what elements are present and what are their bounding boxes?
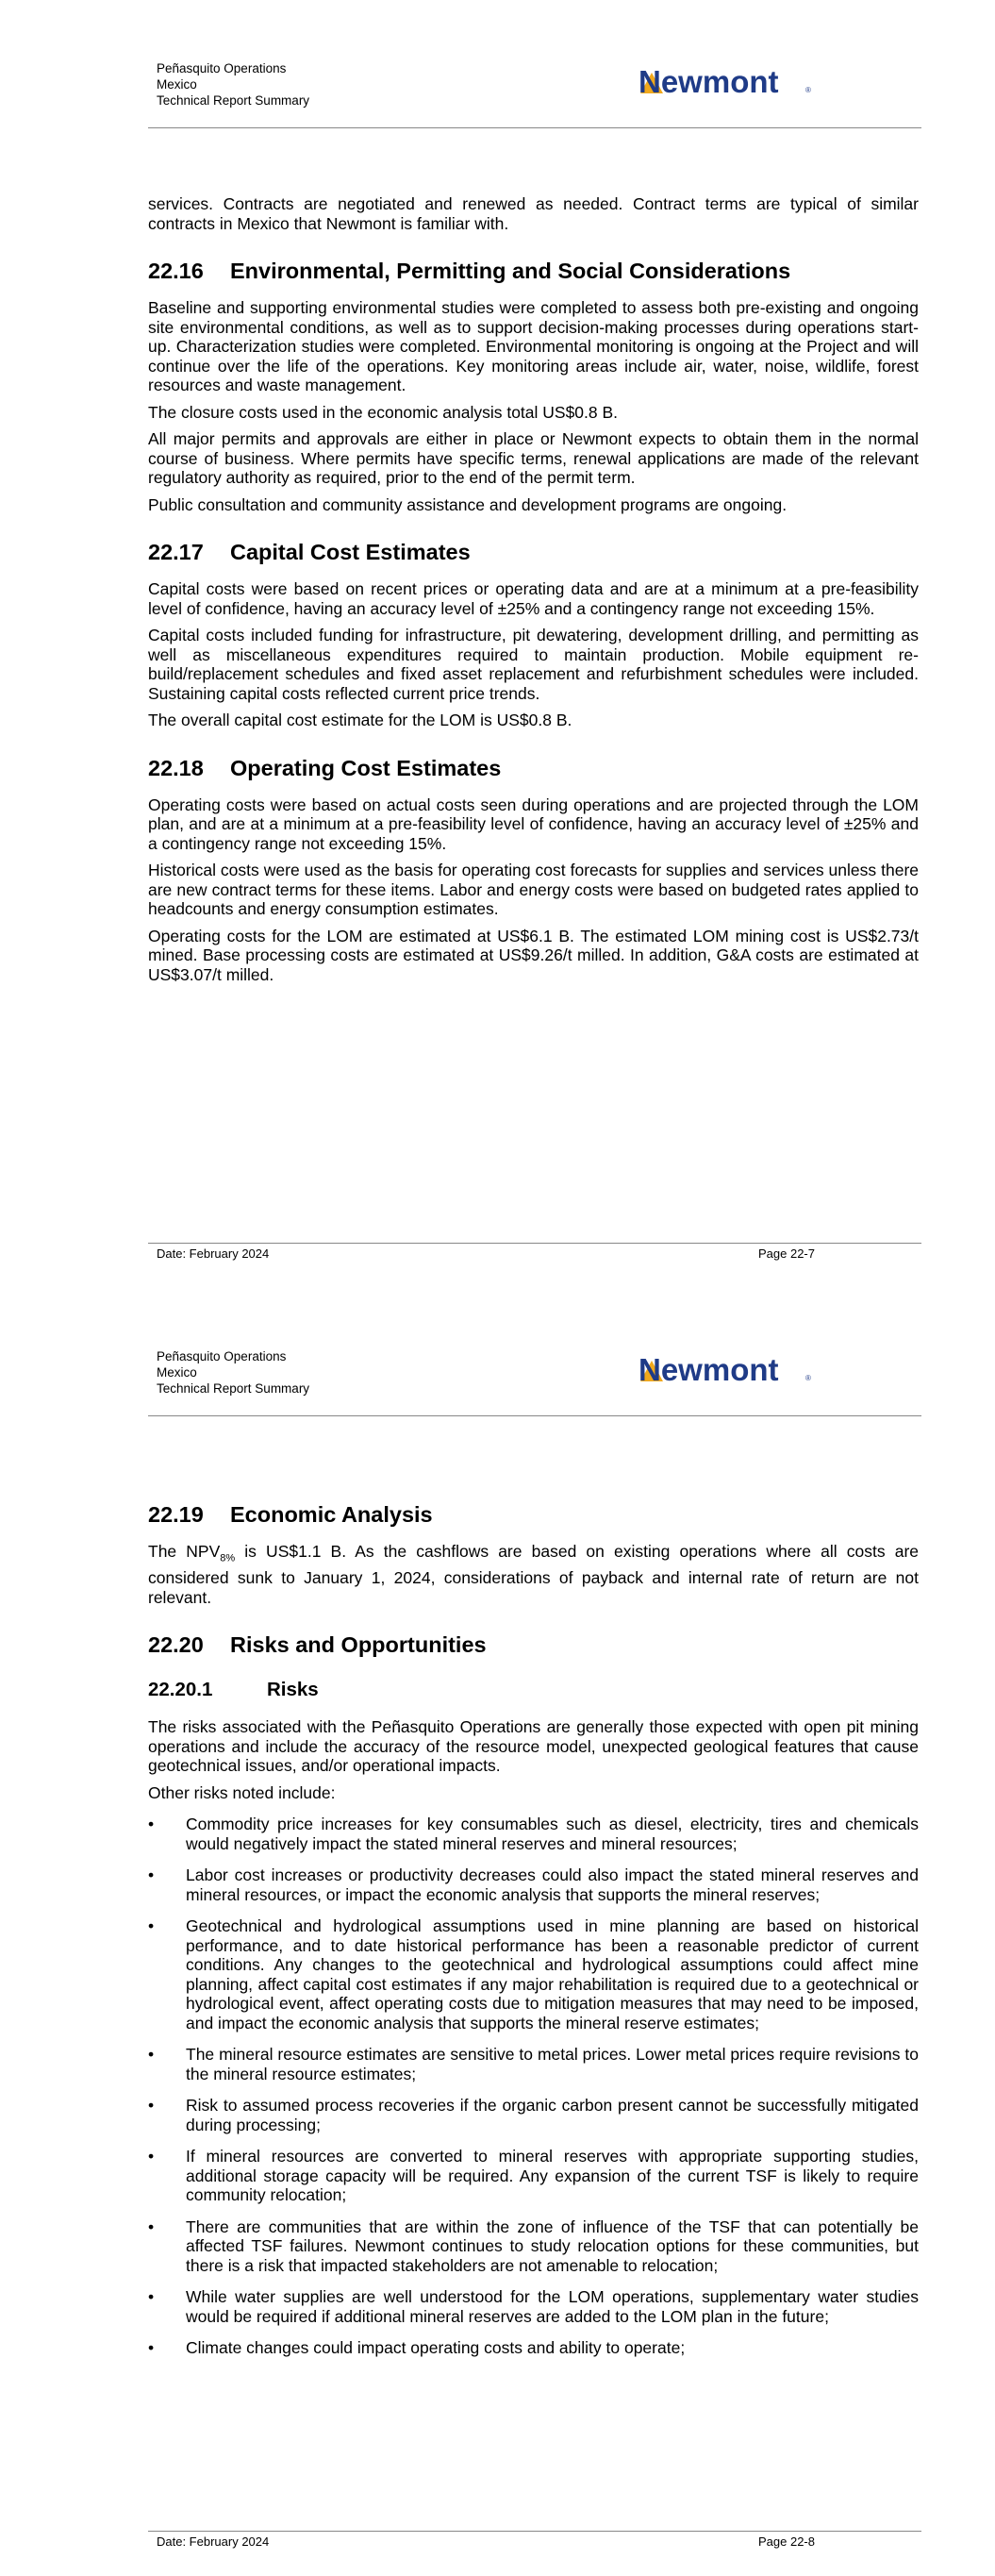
npv-paragraph (148, 1542, 919, 1607)
page-header (157, 1348, 309, 1397)
npv-text-rest: is US$1.1 B. As the cashflows are based on existing operations where all costs are considered sunk to January 1, 2024, considerations of payback and internal rate of return are not relevant. (148, 1542, 919, 1607)
list-item (148, 2096, 919, 2134)
npv-text: The NPV (148, 1542, 221, 1561)
footer-page-number: Page 22-8 (758, 2534, 815, 2549)
bullet-mark: • (148, 2096, 155, 2115)
footer-page-number: Page 22-7 (758, 1246, 815, 1261)
header-divider (148, 1415, 921, 1416)
section-number: 22.20 (148, 1632, 204, 1657)
logo-trademark: ® (805, 1374, 811, 1382)
page-content (148, 194, 919, 992)
footer-divider (148, 1243, 921, 1244)
section-22-17-heading (148, 539, 919, 565)
section-title: Economic Analysis (230, 1502, 433, 1527)
section-22-19-heading (148, 1501, 919, 1528)
list-item (148, 2338, 919, 2358)
footer-date: Date: February 2024 (157, 2534, 270, 2549)
paragraph: Baseline and supporting environmental studies were completed to assess both pre-existing and ongoing site environmental conditions, as well as to support decision-making processes during operations start-up. Characterization studies were completed. Environmental monitoring is ongoing at the Project and will continue over the life of the operations. Key monitoring areas include air, water, noise, wildlife, forest resources and waste management. (148, 298, 919, 394)
section-22-16-heading (148, 258, 919, 284)
bullet-mark: • (148, 1865, 155, 1884)
page-22-8 (0, 1288, 995, 2576)
header-report-type: Technical Report Summary (157, 93, 310, 108)
paragraph: The closure costs used in the economic analysis total US$0.8 B. (148, 402, 619, 422)
risk-list (148, 1815, 919, 2358)
newmont-logo (638, 1350, 818, 1388)
logo-text: Newmont (638, 1352, 779, 1387)
section-22-20-1-heading (148, 1679, 919, 1701)
list-item-text: Labor cost increases or productivity decreases could also impact the stated mineral reserves and mineral resources, or impact the economic analysis that supports the mineral reserves; (186, 1865, 919, 1904)
list-item-text: The mineral resource estimates are sensitive to metal prices. Lower metal prices require revisions to the mineral resource estimates; (186, 2045, 919, 2083)
paragraph: All major permits and approvals are either in place or Newmont expects to obtain them in the normal course of business. Where permits have specific terms, renewal applications are made of the relevant regulatory authority as required, prior to the end of the permit term. (148, 429, 919, 487)
list-item (148, 2287, 919, 2326)
footer-date: Date: February 2024 (157, 1246, 270, 1261)
section-title: Capital Cost Estimates (230, 540, 471, 564)
paragraph: Public consultation and community assistance and development programs are ongoing. (148, 494, 788, 514)
list-item (148, 1815, 919, 1853)
list-item (148, 2217, 919, 2276)
list-item-text: Climate changes could impact operating costs and ability to operate; (186, 2338, 686, 2357)
header-country: Mexico (157, 1365, 197, 1380)
list-item (148, 1865, 919, 1904)
npv-subscript: 8% (220, 1552, 236, 1564)
paragraph: Operating costs were based on actual costs seen during operations and are projected through the LOM plan, and are at a minimum at a pre-feasibility level of confidence, having an accuracy level of ±25% and a contingency range not exceeding 15%. (148, 795, 919, 853)
section-22-20-heading (148, 1631, 919, 1658)
header-country: Mexico (157, 77, 197, 92)
section-title: Operating Cost Estimates (230, 755, 502, 780)
page-header (157, 60, 309, 109)
paragraph: Capital costs included funding for infrastructure, pit dewatering, development drilling, and permitting as well as miscellaneous expenditures required to maintain production. Mobile equipment re-build/replacement schedules and fixed asset replacement and refurbishment schedules were included. Sustaining capital costs reflected current price trends. (148, 626, 919, 703)
list-item-text: There are communities that are within the zone of influence of the TSF that can potentially be affected TSF failures. Newmont continues to study relocation options for these communities, but there is a risk that impacted stakeholders are not amenable to relocation; (186, 2216, 919, 2275)
list-item (148, 2045, 919, 2083)
paragraph: The risks associated with the Peñasquito Operations are generally those expected with open pit mining operations and include the accuracy of the resource model, unexpected geological features that cause geotechnical issues, and/or operational impacts. (148, 1717, 919, 1775)
header-divider (148, 127, 921, 128)
intro-paragraph: services. Contracts are negotiated and renewed as needed. Contract terms are typical of similar contracts in Mexico that Newmont is familiar with. (148, 194, 919, 233)
footer-divider (148, 2531, 921, 2532)
list-item-text: Geotechnical and hydrological assumptions used in mine planning are based on historical performance, and to date historical performance has been a reasonable predictor of current conditions. Any changes to the geotechnical and hydrological assumptions could affect mine planning, affect capital cost estimates if any major rehabilitation is required due to a geotechnical or hydrological event, affect operating costs due to mitigation measures that may need to be imposed, and impact the economic analysis that supports the mineral reserve estimates; (186, 1916, 919, 2032)
list-item (148, 2147, 919, 2205)
newmont-logo (638, 62, 818, 100)
bullet-mark: • (148, 2216, 155, 2236)
paragraph: Historical costs were used as the basis for operating cost forecasts for supplies and services unless there are new contract terms for these items. Labor and energy costs were based on budgeted rates applied to headcounts and energy consumption estimates. (148, 861, 919, 918)
section-number: 22.17 (148, 540, 204, 564)
paragraph: Operating costs for the LOM are estimated at US$6.1 B. The estimated LOM mining cost is US$2.73/t mined. Base processing costs are estimated at US$9.26/t milled. In addition, G&A costs are estimated at US$3.07/t milled. (148, 926, 919, 984)
header-report-type: Technical Report Summary (157, 1381, 310, 1396)
bullet-mark: • (148, 1815, 155, 1833)
section-title: Environmental, Permitting and Social Considerations (230, 259, 791, 283)
bullet-mark: • (148, 2287, 155, 2306)
list-item-text: If mineral resources are converted to mineral reserves with appropriate supporting studies, additional storage capacity will be required. Any expansion of the current TSF is likely to require community relocation; (186, 2147, 919, 2204)
list-item (148, 1916, 919, 2032)
bullet-mark: • (148, 2045, 155, 2064)
list-item-text: While water supplies are well understood for the LOM operations, supplementary water studies would be required if additional mineral reserves are added to the LOM plan in the future; (186, 2287, 919, 2326)
bullet-mark: • (148, 2338, 155, 2357)
header-operations: Peñasquito Operations (157, 61, 287, 75)
bullet-mark: • (148, 1916, 155, 1935)
list-item-text: Risk to assumed process recoveries if the organic carbon present cannot be successfully mitigated during processing; (186, 2096, 919, 2134)
section-title: Risks (267, 1679, 319, 1700)
section-number: 22.20.1 (148, 1679, 213, 1700)
section-number: 22.16 (148, 259, 204, 283)
logo-trademark: ® (805, 86, 811, 94)
list-item-text: Commodity price increases for key consumables such as diesel, electricity, tires and chemicals would negatively impact the stated mineral reserves and mineral resources; (186, 1815, 919, 1853)
section-title: Risks and Opportunities (230, 1632, 487, 1657)
paragraph: Capital costs were based on recent prices or operating data and are at a minimum at a pre-feasibility level of confidence, having an accuracy level of ±25% and a contingency range not exceeding 15%. (148, 579, 919, 618)
page-content (148, 1501, 919, 2370)
logo-text: Newmont (638, 64, 779, 99)
section-22-18-heading (148, 755, 919, 781)
header-operations: Peñasquito Operations (157, 1349, 287, 1363)
section-number: 22.18 (148, 755, 204, 780)
paragraph: The overall capital cost estimate for the LOM is US$0.8 B. (148, 711, 572, 729)
paragraph: Other risks noted include: (148, 1782, 336, 1802)
bullet-mark: • (148, 2147, 155, 2166)
section-number: 22.19 (148, 1502, 204, 1527)
